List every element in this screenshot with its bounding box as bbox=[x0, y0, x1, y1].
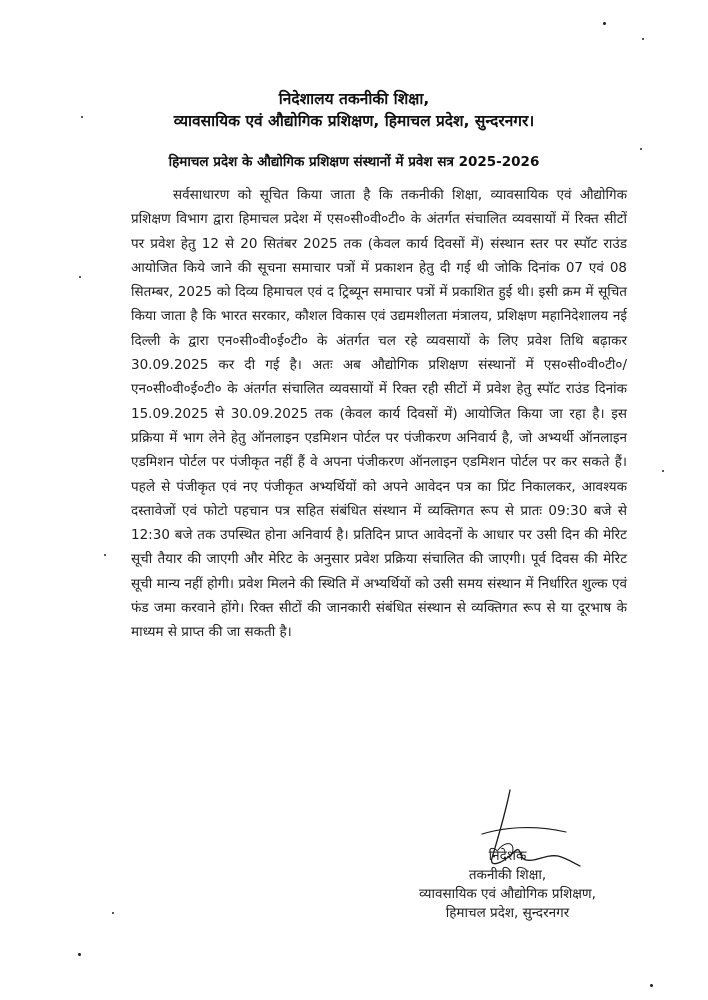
scan-speck bbox=[78, 953, 81, 956]
signatory-line-2: तकनीकी शिक्षा, bbox=[468, 867, 547, 883]
scan-speck bbox=[662, 470, 664, 472]
scan-speck bbox=[112, 912, 114, 914]
signatory-line-3: व्यावसायिक एवं औद्योगिक प्रशिक्षण, bbox=[419, 886, 596, 902]
scan-speck bbox=[104, 554, 106, 556]
letterhead-line-2: व्यावसायिक एवं औद्योगिक प्रशिक्षण, हिमाचल प्रदेश, सुन्दरनगर। bbox=[173, 112, 535, 130]
scan-speck bbox=[603, 22, 606, 25]
scan-speck bbox=[640, 148, 642, 150]
letterhead-line-1: निदेशालय तकनीकी शिक्षा, bbox=[278, 90, 430, 108]
scan-speck bbox=[81, 116, 83, 118]
scan-speck bbox=[79, 276, 81, 278]
notice-body: सर्वसाधारण को सूचित किया जाता है कि तकनीकी शिक्षा, व्यावसायिक एवं औद्योगिक प्रशिक्षण विभाग द्वारा हिमाचल प्रदेश में एस०सी०वी०टी० के अंतर्गत संचालित व्यवसायों में रिक्त सीटों पर प्रवेश हेतु 12 से 20 सितंबर 2025 तक (केवल कार्य दिवसों में) संस्थान स्तर पर स्पॉट राउंड आयोजित किये जाने की सूचना समाचार पत्रों में प्रकाशन हेतु दी गई थी जोकि दिनांक 07 एवं 08 सितम्बर, 2025 को दिव्य हिमाचल एवं द ट्रिब्यून समाचार पत्रों में प्रकाशित हुई थी। इसी क्रम में सूचित किया जाता है कि भारत सरकार, कौशल विकास एवं उद्यमशीलता मंत्रालय, प्रशिक्षण महानिदेशालय नई दिल्ली के द्वारा एन०सी०वी०ई०टी० के अंतर्गत चल रहे व्यवसायों के लिए प्रवेश तिथि बढ़ाकर 30.09.2025 कर दी गई है। अतः अब औद्योगिक प्रशिक्षण संस्थानों में एस०सी०वी०टी०/ एन०सी०वी०ई०टी० के अंतर्गत संचालित व्यवसायों में रिक्त रही सीटों में प्रवेश हेतु स्पॉट राउंड दिनांक 15.09.2025 से 30.09.2025 तक (केवल कार्य दिवसों में) आयोजित किया जा रहा है। इस प्रक्रिया में भाग लेने हेतु ऑनलाइन एडमिशन पोर्टल पर पंजीकरण अनिवार्य है, जो अभ्यर्थी ऑनलाइन एडमिशन पोर्टल पर पंजीकृत नहीं हैं वे अपना पंजीकरण ऑनलाइन एडमिशन पोर्टल पर कर सकते हैं। पहले से पंजीकृत एवं नए पंजीकृत अभ्यर्थियों को अपने आवेदन पत्र का प्रिंट निकालकर, आवश्यक दस्तावेजों एवं फोटो पहचान पत्र सहित संबंधित संस्थान में व्यक्तिगत रूप से प्रातः 09:30 बजे से 12:30 बजे तक उपस्थित होना अनिवार्य है। प्रतिदिन प्राप्त आवेदनों के आधार पर उसी दिन की मेरिट सूची तैयार की जाएगी और मेरिट के अनुसार प्रवेश प्रक्रिया संचालित की जाएगी। पूर्व दिवस की मेरिट सूची मान्य नहीं होगी। प्रवेश मिलने की स्थिति में अभ्यर्थियों को उसी समय संस्थान में निर्धारित शुल्क एवं फंड जमा करवाने होंगे। रिक्त सीटों की जानकारी संबंधित संस्थान से व्यक्तिगत रूप से या दूरभाष के माध्यम से प्राप्त की जा सकती है। bbox=[131, 187, 627, 641]
scan-speck bbox=[650, 984, 653, 987]
scan-speck bbox=[642, 38, 644, 40]
notice-subject: हिमाचल प्रदेश के औद्योगिक प्रशिक्षण संस्थानों में प्रवेश सत्र 2025-2026 bbox=[168, 154, 540, 170]
signatory-line-4: हिमाचल प्रदेश, सुन्दरनगर bbox=[445, 905, 570, 921]
signatory-title: निदेशक bbox=[488, 848, 527, 864]
letterhead bbox=[0, 88, 708, 132]
signatory-block bbox=[395, 847, 620, 923]
